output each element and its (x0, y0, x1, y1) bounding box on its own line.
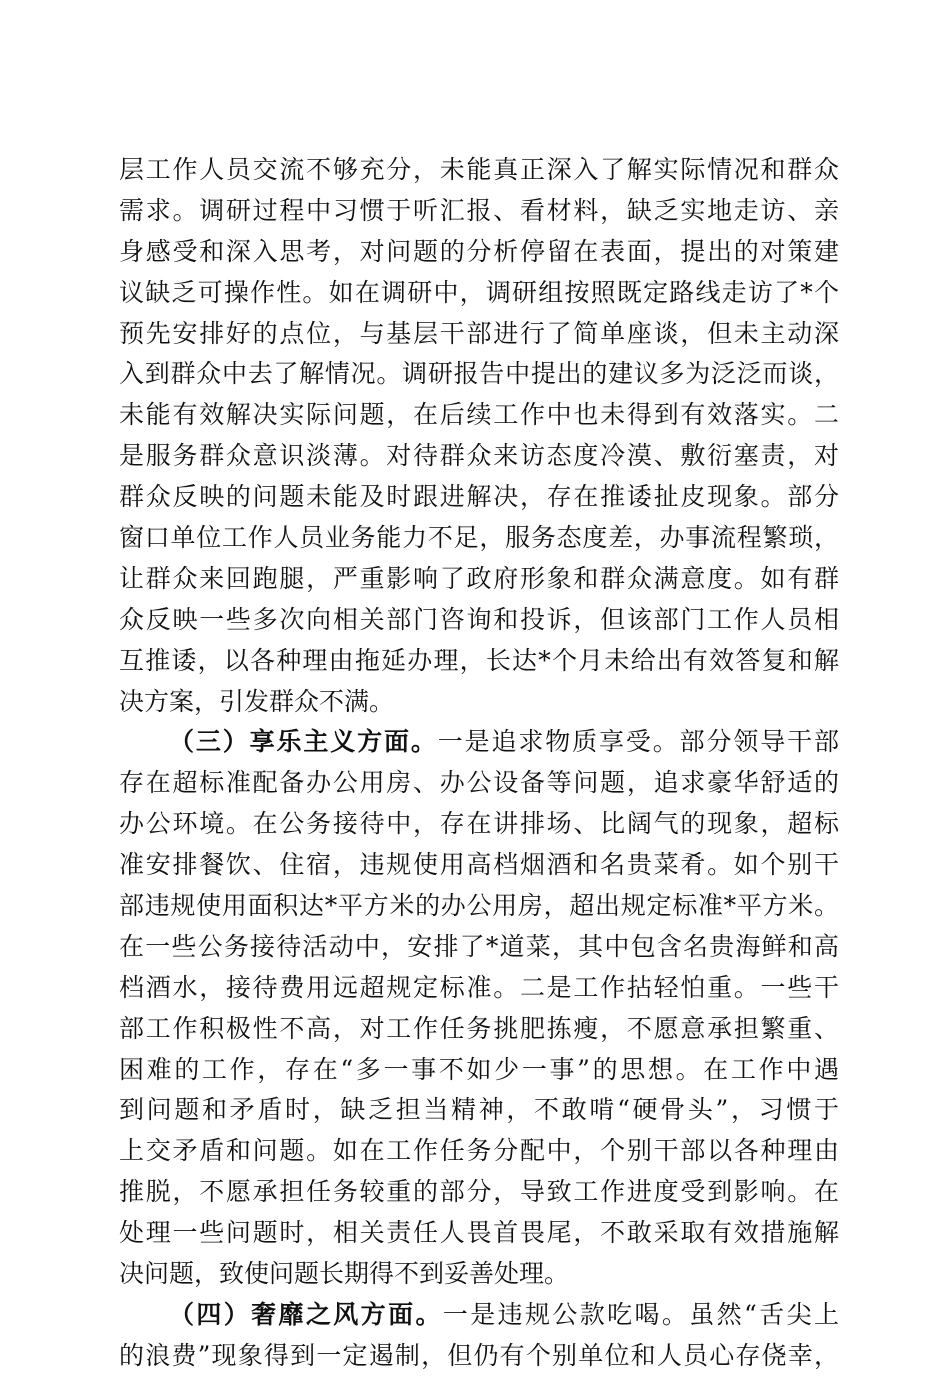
text-line: 窗口单位工作人员业务能力不足，服务态度差，办事流程繁琐， (119, 523, 839, 553)
body-text (119, 150, 839, 1377)
text-line: 让群众来回跑腿，严重影响了政府形象和群众满意度。如有群 (119, 563, 839, 593)
paragraph-first-line (119, 1295, 839, 1336)
text-line: 在一些公务接待活动中，安排了*道菜，其中包含名贵海鲜和高 (119, 931, 839, 961)
paragraph-first-line (119, 722, 839, 763)
section-heading: （三）享乐主义方面。 (169, 727, 438, 757)
text-line: 的浪费”现象得到一定遏制，但仍有个别单位和人员心存侥幸， (119, 1340, 839, 1370)
paragraph-extravagance (119, 1295, 839, 1377)
text-line: 层工作人员交流不够充分，未能真正深入了解实际情况和群众 (119, 155, 839, 184)
text-line: 未能有效解决实际问题，在后续工作中也未得到有效落实。二 (119, 400, 839, 430)
text-line: 到问题和矛盾时，缺乏担当精神，不敢啃“硬骨头”，习惯于 (119, 1095, 839, 1125)
text-line: 群众反映的问题未能及时跟进解决，存在推诿扯皮现象。部分 (119, 482, 839, 512)
text-line: 部违规使用面积达*平方米的办公用房，超出规定标准*平方米。 (119, 891, 839, 921)
text-line: 互推诿，以各种理由拖延办理，长达*个月未给出有效答复和解 (119, 645, 839, 675)
text-line: 众反映一些多次向相关部门咨询和投诉，但该部门工作人员相 (119, 604, 839, 634)
text-line: 决问题，致使问题长期得不到妥善处理。 (119, 1259, 570, 1289)
text-line: 档酒水，接待费用远超规定标准。二是工作拈轻怕重。一些干 (119, 972, 839, 1002)
text-line: 身感受和深入思考，对问题的分析停留在表面，提出的对策建 (119, 236, 839, 266)
text-line: 处理一些问题时，相关责任人畏首畏尾，不敢采取有效措施解 (119, 1218, 839, 1248)
text-run: 一是违规公款吃喝。虽然“舌尖上 (442, 1299, 839, 1329)
text-line: 决方案，引发群众不满。 (119, 686, 395, 716)
text-line: 办公环境。在公务接待中，存在讲排场、比阔气的现象，超标 (119, 809, 839, 839)
paragraph-continuation (119, 150, 839, 722)
text-line: 部工作积极性不高，对工作任务挑肥拣瘦，不愿意承担繁重、 (119, 1013, 839, 1043)
text-line: 推脱，不愿承担任务较重的部分，导致工作进度受到影响。在 (119, 1177, 839, 1207)
text-line: 准安排餐饮、住宿，违规使用高档烟酒和名贵菜肴。如个别干 (119, 850, 839, 880)
paragraph-hedonism (119, 722, 839, 1294)
text-line: 入到群众中去了解情况。调研报告中提出的建议多为泛泛而谈， (119, 359, 839, 389)
section-heading: （四）奢靡之风方面。 (169, 1299, 443, 1329)
text-line: 上交矛盾和问题。如在工作任务分配中，个别干部以各种理由 (119, 1136, 839, 1166)
text-run: 一是追求物质享受。部分领导干部 (437, 727, 839, 757)
text-line: 是服务群众意识淡薄。对待群众来访态度冷漠、敷衍塞责，对 (119, 441, 839, 471)
text-line: 存在超标准配备办公用房、办公设备等问题，追求豪华舒适的 (119, 768, 839, 798)
text-line: 议缺乏可操作性。如在调研中，调研组按照既定路线走访了*个 (119, 277, 839, 307)
text-line: 需求。调研过程中习惯于听汇报、看材料，缺乏实地走访、亲 (119, 195, 839, 225)
text-line: 预先安排好的点位，与基层干部进行了简单座谈，但未主动深 (119, 318, 839, 348)
text-line: 困难的工作，存在“多一事不如少一事”的思想。在工作中遇 (119, 1054, 839, 1084)
